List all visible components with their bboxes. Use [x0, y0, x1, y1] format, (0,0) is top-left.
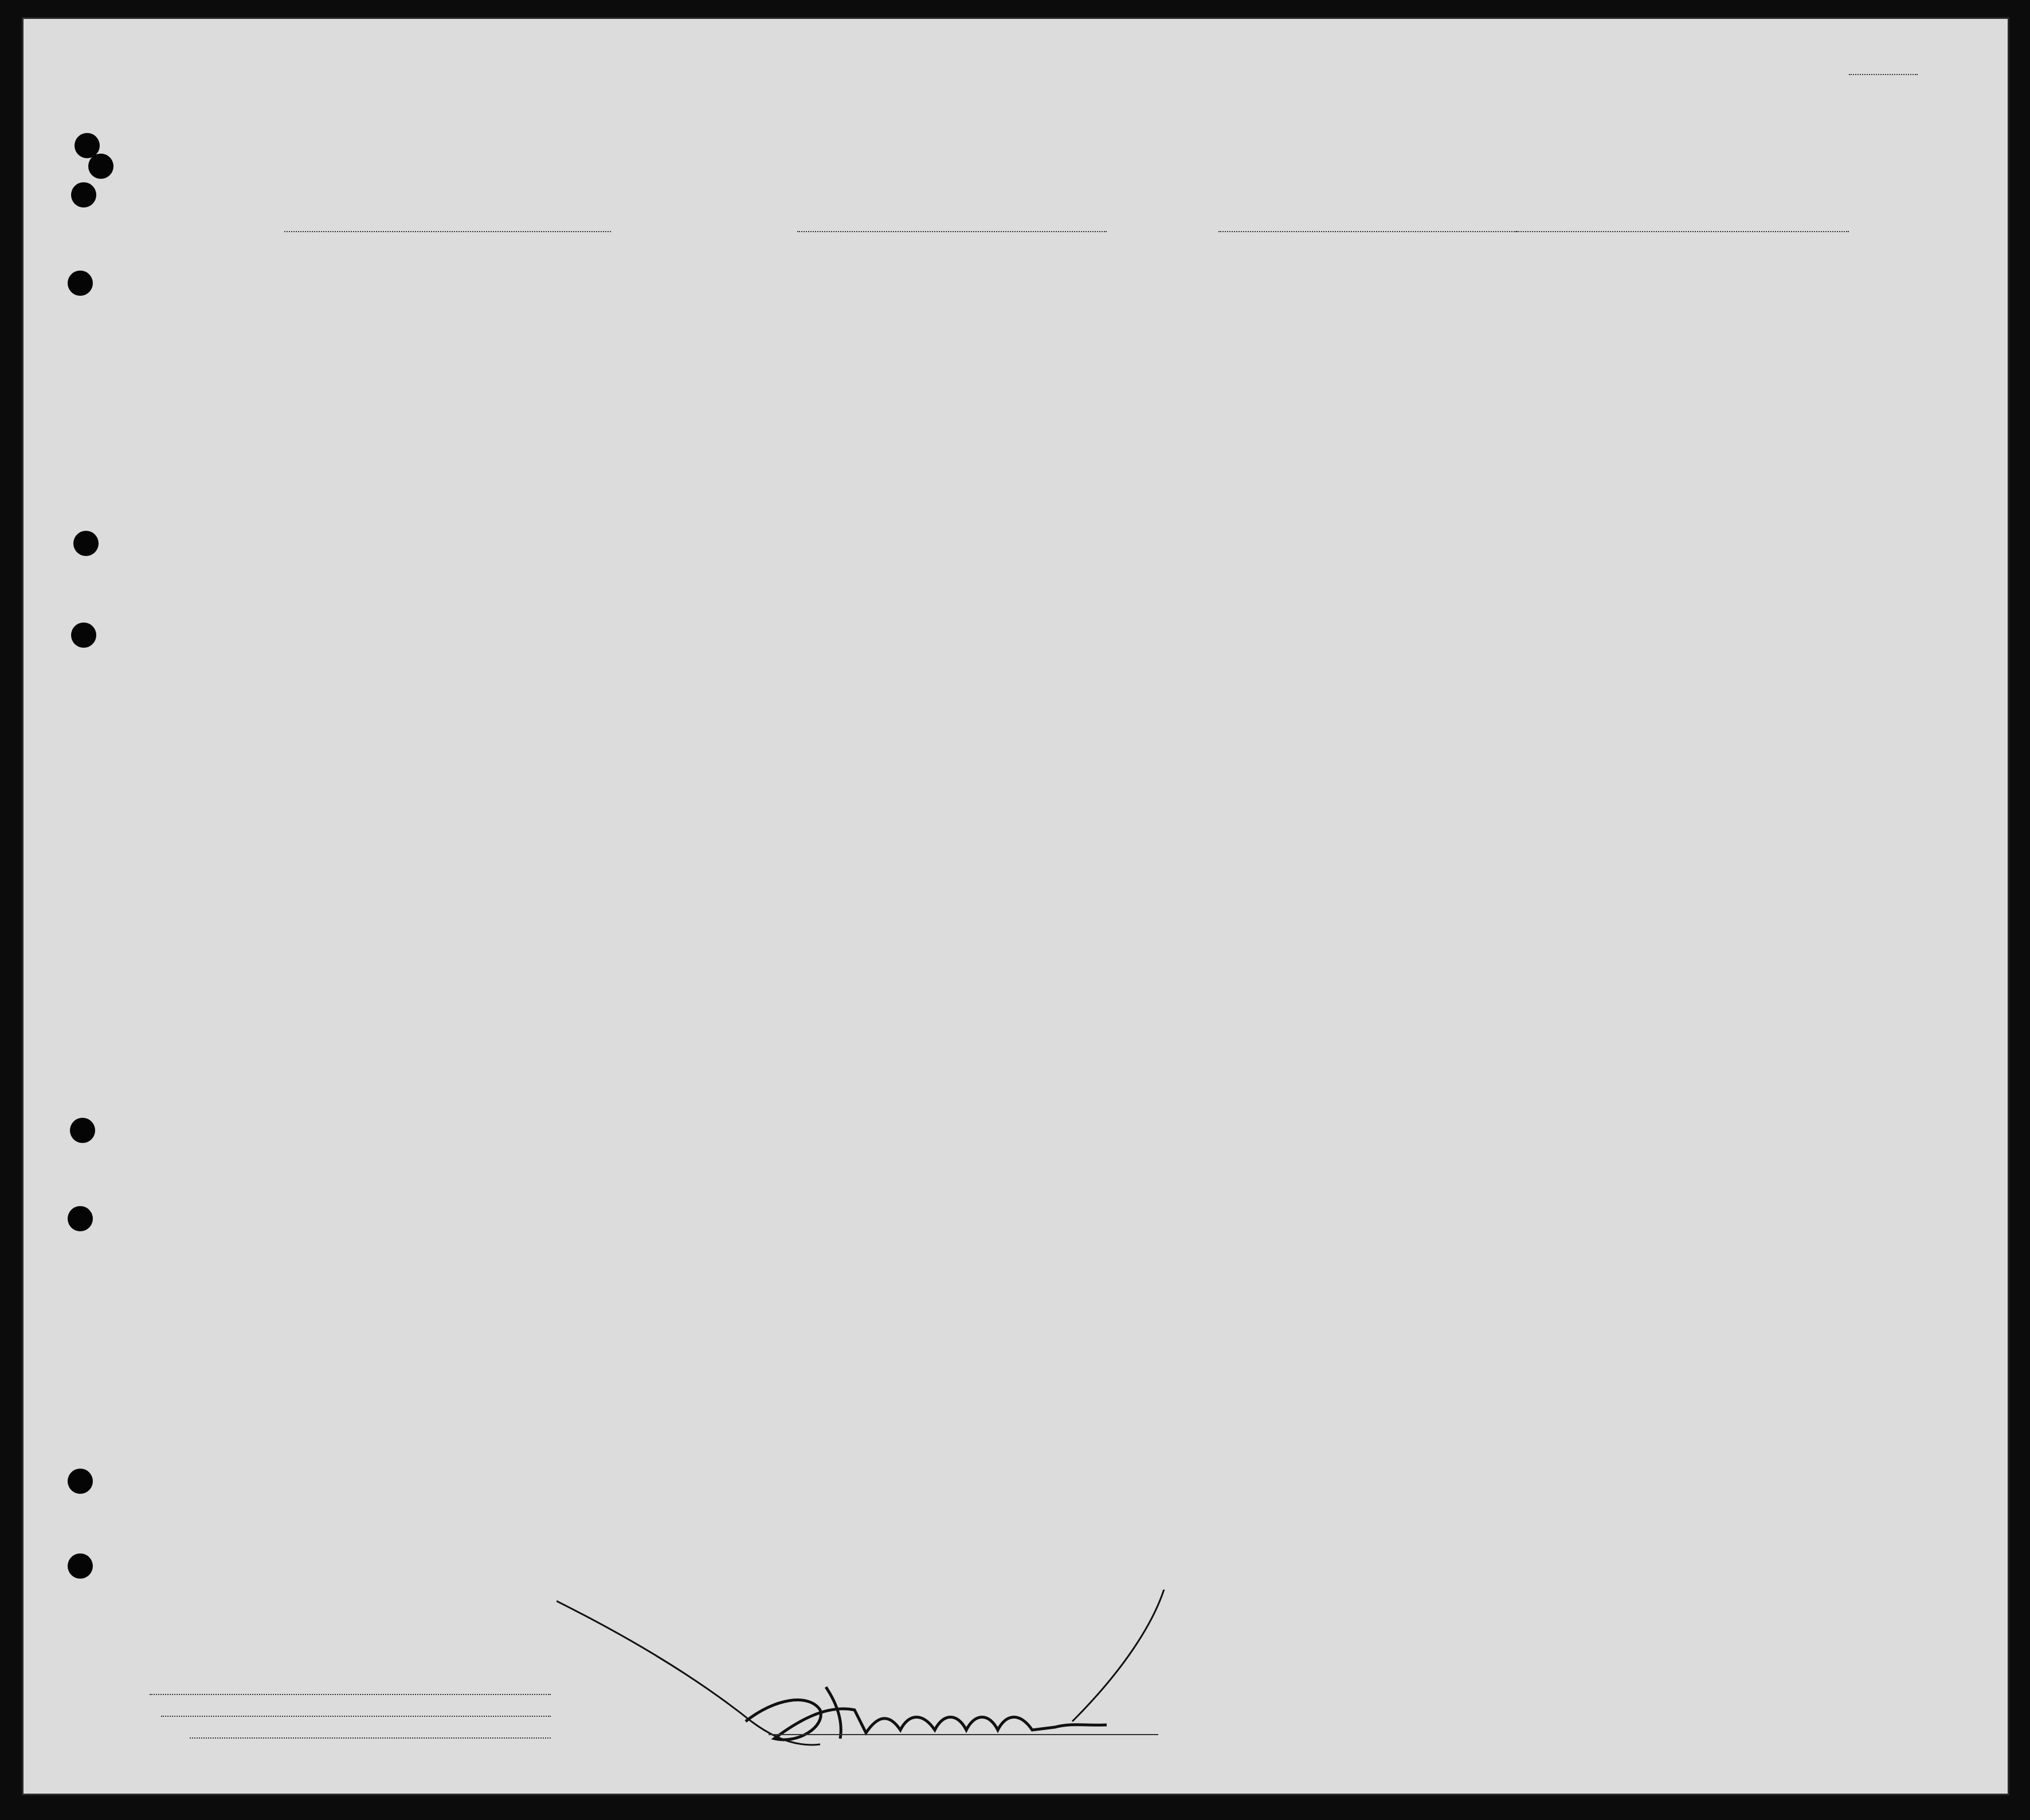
header-name-in-full [242, 283, 631, 317]
header-sex [1186, 271, 1227, 351]
header-remarks [1667, 288, 1856, 306]
header-age [1143, 271, 1186, 351]
local-agents-field [190, 1737, 551, 1739]
header-position [723, 271, 844, 351]
header-where [943, 330, 1036, 364]
punch-hole [73, 531, 99, 556]
header-discharged [1037, 269, 1088, 361]
header-inspector-note [1860, 309, 1979, 338]
punch-hole [68, 1469, 93, 1494]
header-height [1439, 271, 1494, 351]
punch-hole [71, 623, 96, 648]
header-inspector-action [1860, 275, 1979, 309]
header-able-to-read [1091, 271, 1142, 351]
punch-hole [88, 154, 113, 179]
signature-line [769, 1734, 1158, 1735]
header-no-on-list [121, 271, 167, 340]
punch-hole [68, 1553, 93, 1579]
header-remarks-note [1671, 306, 1853, 351]
header-physical-marks [1555, 271, 1661, 351]
owners-field [161, 1716, 551, 1717]
punch-hole [68, 1206, 93, 1231]
manifest-sheet [22, 17, 2009, 1795]
header-previous-voyage [168, 267, 241, 353]
punch-hole [71, 182, 96, 208]
header-length-of-service [637, 271, 711, 351]
punch-hole [70, 1118, 95, 1143]
header-race [1227, 271, 1335, 351]
header-given-name [440, 328, 631, 363]
line-field [150, 1694, 551, 1695]
punch-hole [68, 271, 93, 296]
header-when [850, 330, 943, 364]
inspector-signature [557, 1590, 1198, 1762]
header-family-name [242, 328, 440, 363]
header-shipped-or-engaged [850, 277, 1036, 328]
header-nationality [1335, 271, 1439, 351]
header-weight [1494, 271, 1549, 351]
